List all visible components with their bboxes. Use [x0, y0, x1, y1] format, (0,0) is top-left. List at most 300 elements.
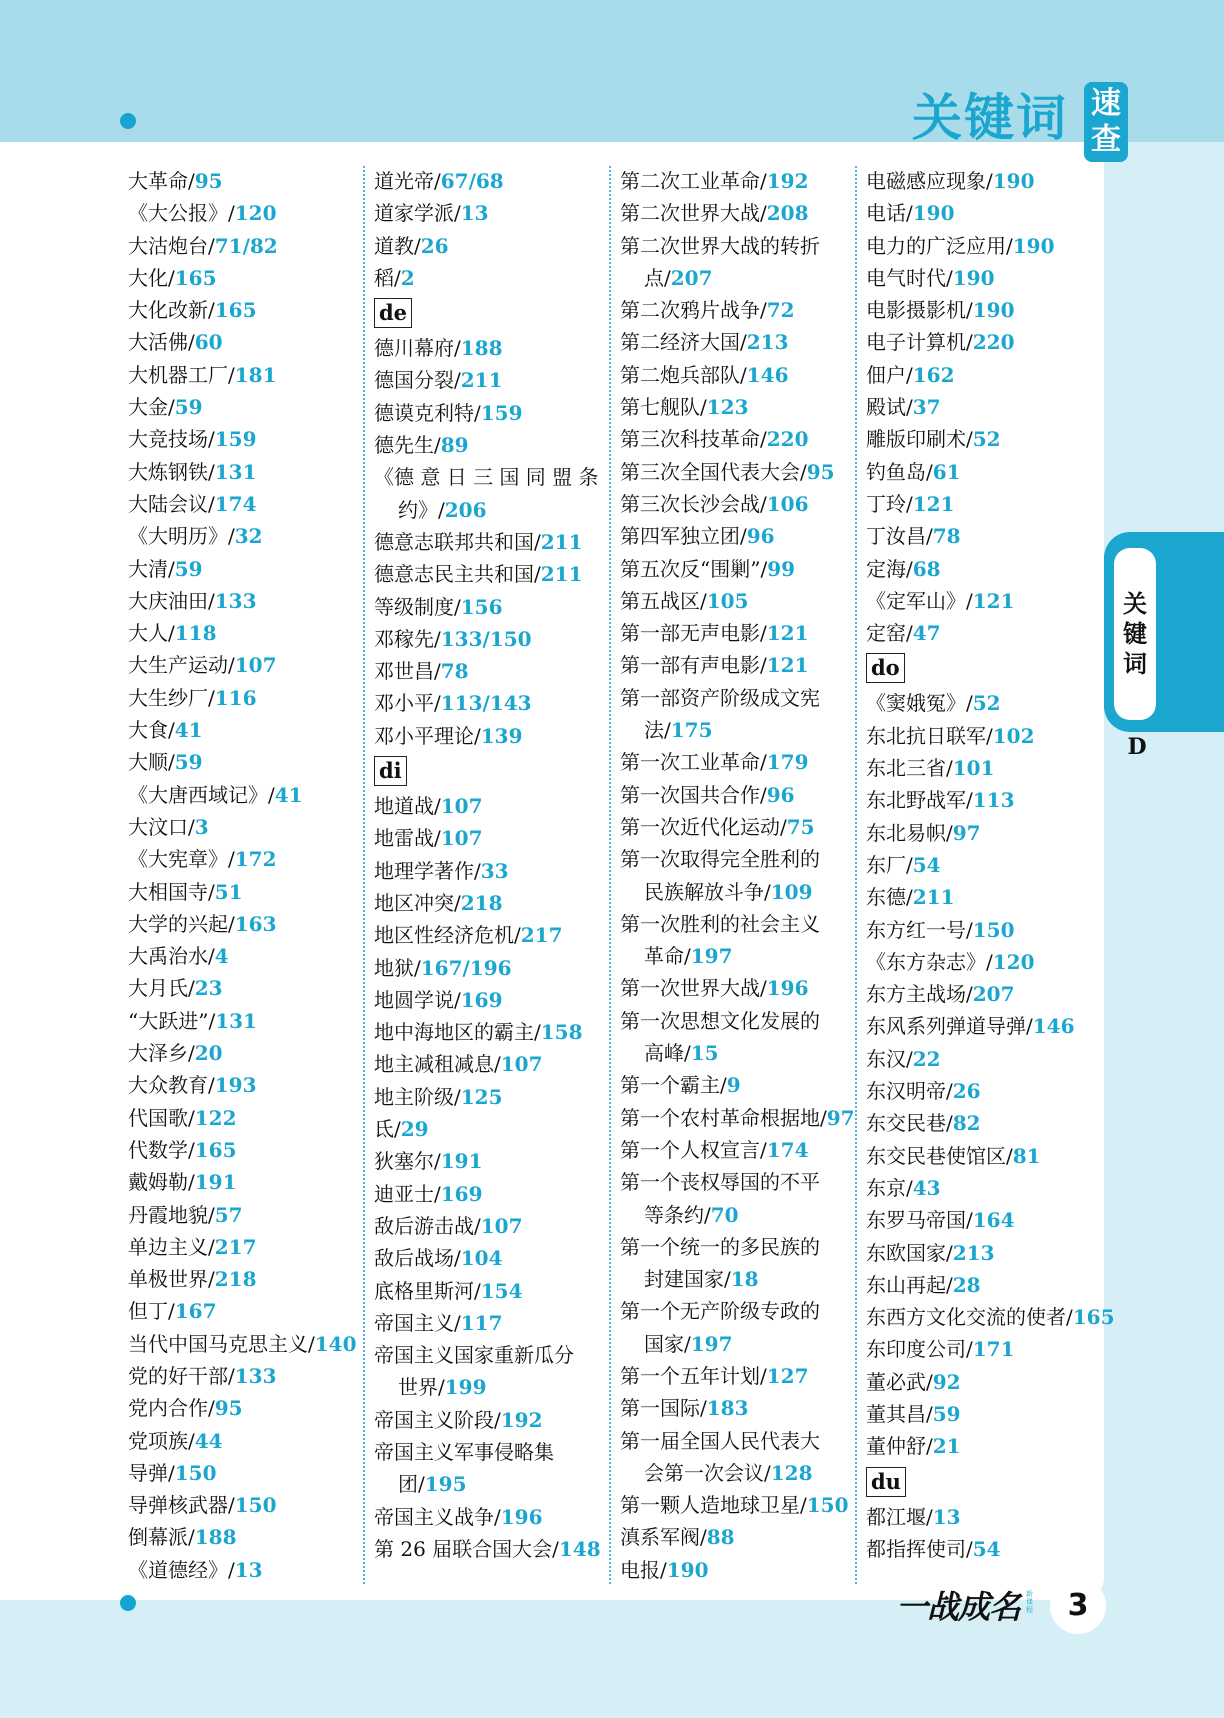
- index-entry[interactable]: [128, 553, 372, 585]
- page-reference[interactable]: 117: [460, 1310, 503, 1335]
- page-reference[interactable]: 52: [972, 691, 1001, 716]
- index-entry[interactable]: [374, 1275, 618, 1307]
- index-entry[interactable]: [128, 1425, 372, 1457]
- index-entry[interactable]: [374, 165, 618, 197]
- index-entry[interactable]: [128, 1554, 372, 1586]
- index-entry[interactable]: [620, 1037, 864, 1069]
- index-entry[interactable]: [866, 1533, 1110, 1565]
- page-reference[interactable]: 70: [710, 1202, 739, 1227]
- index-entry[interactable]: [866, 978, 1110, 1010]
- index-entry[interactable]: [128, 326, 372, 358]
- index-entry[interactable]: [128, 714, 372, 746]
- index-entry[interactable]: [866, 720, 1110, 752]
- page-reference[interactable]: 99: [767, 556, 796, 581]
- index-entry[interactable]: [620, 1069, 864, 1101]
- index-entry[interactable]: [374, 1113, 618, 1145]
- index-entry[interactable]: [128, 520, 372, 552]
- page-reference[interactable]: 101: [952, 756, 995, 781]
- page-reference[interactable]: 41: [274, 782, 303, 807]
- index-entry[interactable]: [620, 617, 864, 649]
- index-entry[interactable]: [866, 881, 1110, 913]
- page-reference[interactable]: 4: [214, 944, 229, 969]
- page-reference[interactable]: 68: [912, 556, 941, 581]
- index-entry[interactable]: [128, 940, 372, 972]
- page-reference[interactable]: 199: [444, 1375, 487, 1400]
- page-reference[interactable]: 3: [194, 814, 209, 839]
- page-reference[interactable]: 54: [972, 1536, 1001, 1561]
- page-reference[interactable]: 127: [766, 1363, 809, 1388]
- page-reference[interactable]: 196: [500, 1504, 543, 1529]
- index-entry[interactable]: [374, 397, 618, 429]
- index-entry[interactable]: [620, 940, 864, 972]
- page-reference[interactable]: 207: [670, 265, 713, 290]
- index-entry[interactable]: [620, 714, 864, 746]
- index-entry[interactable]: [374, 1339, 618, 1371]
- index-entry[interactable]: [620, 230, 864, 262]
- page-reference[interactable]: 105: [706, 588, 749, 613]
- page-reference[interactable]: 51: [214, 879, 243, 904]
- page-reference[interactable]: 146: [746, 362, 789, 387]
- index-entry[interactable]: [620, 843, 864, 875]
- index-entry[interactable]: [866, 1398, 1110, 1430]
- page-reference[interactable]: 18: [730, 1267, 759, 1292]
- page-reference[interactable]: 191: [194, 1170, 237, 1195]
- index-entry[interactable]: [620, 262, 864, 294]
- index-entry[interactable]: [374, 1468, 618, 1500]
- index-entry[interactable]: [374, 1371, 618, 1403]
- index-entry[interactable]: [128, 1069, 372, 1101]
- page-reference[interactable]: 220: [972, 330, 1015, 355]
- index-entry[interactable]: [128, 972, 372, 1004]
- index-entry[interactable]: [128, 1231, 372, 1263]
- page-reference[interactable]: 120: [992, 949, 1035, 974]
- page-reference[interactable]: 165: [214, 298, 257, 323]
- page-reference[interactable]: 26: [420, 233, 449, 258]
- index-entry[interactable]: [128, 359, 372, 391]
- page-reference[interactable]: 81: [1012, 1143, 1041, 1168]
- page-reference[interactable]: 102: [992, 723, 1035, 748]
- index-entry[interactable]: [374, 591, 618, 623]
- index-entry[interactable]: [620, 1166, 864, 1198]
- page-reference[interactable]: 190: [952, 265, 995, 290]
- page-reference[interactable]: 192: [766, 169, 809, 193]
- index-entry[interactable]: [128, 1199, 372, 1231]
- index-entry[interactable]: [128, 1392, 372, 1424]
- index-entry[interactable]: [866, 391, 1110, 423]
- index-entry[interactable]: [620, 197, 864, 229]
- index-entry[interactable]: [866, 1269, 1110, 1301]
- page-reference[interactable]: 120: [234, 201, 277, 226]
- page-reference[interactable]: 162: [912, 362, 955, 387]
- page-reference[interactable]: 190: [912, 201, 955, 226]
- page-reference[interactable]: 188: [194, 1525, 237, 1550]
- page-reference[interactable]: 47: [912, 621, 941, 646]
- index-entry[interactable]: [374, 822, 618, 854]
- index-entry[interactable]: [374, 364, 618, 396]
- index-entry[interactable]: [866, 359, 1110, 391]
- index-entry[interactable]: [128, 649, 372, 681]
- page-reference[interactable]: 106: [766, 491, 809, 516]
- page-reference[interactable]: 159: [214, 427, 257, 452]
- index-entry[interactable]: [866, 326, 1110, 358]
- page-reference[interactable]: 206: [444, 497, 487, 522]
- page-reference[interactable]: 22: [912, 1046, 941, 1071]
- page-reference[interactable]: 59: [174, 750, 203, 775]
- page-reference[interactable]: 9: [726, 1073, 741, 1098]
- page-reference[interactable]: 121: [766, 653, 809, 678]
- index-entry[interactable]: [866, 197, 1110, 229]
- index-entry[interactable]: [620, 456, 864, 488]
- page-reference[interactable]: 21: [932, 1434, 961, 1459]
- index-entry[interactable]: [374, 1533, 618, 1565]
- page-reference[interactable]: 213: [746, 330, 789, 355]
- index-entry[interactable]: [128, 488, 372, 520]
- index-entry[interactable]: [620, 326, 864, 358]
- page-reference[interactable]: 159: [480, 400, 523, 425]
- index-entry[interactable]: [128, 1005, 372, 1037]
- index-entry[interactable]: [866, 817, 1110, 849]
- index-entry[interactable]: [374, 1307, 618, 1339]
- page-reference[interactable]: 33: [480, 858, 509, 883]
- index-entry[interactable]: [866, 1140, 1110, 1172]
- page-reference[interactable]: 169: [440, 1181, 483, 1206]
- index-entry[interactable]: [128, 391, 372, 423]
- index-entry[interactable]: [128, 585, 372, 617]
- page-reference[interactable]: 95: [214, 1396, 243, 1421]
- index-entry[interactable]: [620, 1554, 864, 1586]
- index-entry[interactable]: [866, 687, 1110, 719]
- page-reference[interactable]: 148: [558, 1536, 601, 1561]
- page-reference[interactable]: 133/150: [440, 626, 532, 651]
- index-entry[interactable]: [128, 456, 372, 488]
- page-reference[interactable]: 107: [440, 826, 483, 851]
- page-reference[interactable]: 78: [932, 524, 961, 549]
- page-reference[interactable]: 174: [766, 1137, 809, 1162]
- index-entry[interactable]: [866, 1301, 1115, 1333]
- page-reference[interactable]: 37: [912, 395, 941, 420]
- index-entry[interactable]: [620, 1263, 864, 1295]
- page-reference[interactable]: 13: [234, 1557, 263, 1582]
- index-entry[interactable]: [866, 1010, 1110, 1042]
- index-entry[interactable]: [374, 558, 618, 590]
- page-reference[interactable]: 122: [194, 1105, 237, 1130]
- page-reference[interactable]: 167: [174, 1299, 217, 1324]
- index-entry[interactable]: [866, 1430, 1110, 1462]
- page-reference[interactable]: 75: [786, 814, 815, 839]
- index-entry[interactable]: [128, 617, 372, 649]
- index-entry[interactable]: [620, 1360, 864, 1392]
- index-entry[interactable]: [620, 1457, 864, 1489]
- page-reference[interactable]: 121: [972, 588, 1015, 613]
- index-entry[interactable]: [374, 429, 618, 461]
- page-reference[interactable]: 26: [952, 1079, 981, 1104]
- index-entry[interactable]: [374, 887, 618, 919]
- page-reference[interactable]: 171: [972, 1337, 1015, 1362]
- page-reference[interactable]: 193: [214, 1073, 257, 1098]
- index-entry[interactable]: [620, 585, 864, 617]
- index-entry[interactable]: [620, 1295, 864, 1327]
- page-reference[interactable]: 107: [234, 653, 277, 678]
- index-entry[interactable]: [620, 1392, 864, 1424]
- index-entry[interactable]: [128, 165, 372, 197]
- page-reference[interactable]: 113: [972, 788, 1015, 813]
- page-reference[interactable]: 169: [460, 987, 503, 1012]
- index-entry[interactable]: [374, 1048, 618, 1080]
- page-reference[interactable]: 197: [690, 944, 733, 969]
- page-reference[interactable]: 41: [174, 718, 203, 743]
- index-entry[interactable]: [620, 876, 864, 908]
- index-entry[interactable]: [620, 165, 864, 197]
- index-entry[interactable]: [374, 1404, 618, 1436]
- page-reference[interactable]: 15: [690, 1041, 719, 1066]
- index-entry[interactable]: [374, 790, 618, 822]
- index-entry[interactable]: [866, 165, 1110, 197]
- index-entry[interactable]: [128, 1360, 372, 1392]
- page-reference[interactable]: 164: [972, 1208, 1015, 1233]
- index-entry[interactable]: [374, 1436, 618, 1468]
- index-entry[interactable]: [374, 1210, 618, 1242]
- page-reference[interactable]: 197: [690, 1331, 733, 1356]
- index-entry[interactable]: [128, 1489, 372, 1521]
- page-reference[interactable]: 59: [174, 395, 203, 420]
- page-reference[interactable]: 150: [174, 1460, 217, 1485]
- index-entry[interactable]: [128, 746, 372, 778]
- index-entry[interactable]: [128, 843, 372, 875]
- page-reference[interactable]: 59: [932, 1401, 961, 1426]
- page-reference[interactable]: 133: [214, 588, 257, 613]
- page-reference[interactable]: 13: [460, 201, 489, 226]
- index-entry[interactable]: [374, 1242, 618, 1274]
- page-reference[interactable]: 92: [932, 1369, 961, 1394]
- index-entry[interactable]: [620, 779, 864, 811]
- page-reference[interactable]: 131: [214, 459, 257, 484]
- page-reference[interactable]: 190: [992, 169, 1035, 193]
- index-entry[interactable]: [128, 1166, 372, 1198]
- page-reference[interactable]: 104: [460, 1246, 503, 1271]
- index-entry[interactable]: [374, 623, 618, 655]
- index-entry[interactable]: [374, 526, 618, 558]
- page-reference[interactable]: 28: [952, 1272, 981, 1297]
- index-entry[interactable]: [620, 1102, 864, 1134]
- page-reference[interactable]: 96: [746, 524, 775, 549]
- index-entry[interactable]: [866, 1075, 1110, 1107]
- page-reference[interactable]: 107: [480, 1213, 523, 1238]
- page-reference[interactable]: 118: [174, 621, 217, 646]
- page-reference[interactable]: 150: [972, 917, 1015, 942]
- page-reference[interactable]: 121: [766, 621, 809, 646]
- page-reference[interactable]: 95: [194, 169, 223, 193]
- page-reference[interactable]: 121: [912, 491, 955, 516]
- index-entry[interactable]: [374, 1016, 618, 1048]
- page-reference[interactable]: 172: [234, 847, 277, 872]
- index-entry[interactable]: [620, 294, 864, 326]
- index-entry[interactable]: [620, 811, 864, 843]
- page-reference[interactable]: 220: [766, 427, 809, 452]
- index-entry[interactable]: [128, 294, 372, 326]
- index-entry[interactable]: [374, 655, 618, 687]
- index-entry[interactable]: [374, 461, 618, 493]
- page-reference[interactable]: 59: [174, 556, 203, 581]
- index-entry[interactable]: [128, 1457, 372, 1489]
- index-entry[interactable]: [866, 1107, 1110, 1139]
- page-reference[interactable]: 125: [460, 1084, 503, 1109]
- index-entry[interactable]: [620, 1231, 864, 1263]
- page-reference[interactable]: 179: [766, 750, 809, 775]
- index-entry[interactable]: [128, 197, 372, 229]
- index-entry[interactable]: [866, 423, 1110, 455]
- index-entry[interactable]: [620, 1199, 864, 1231]
- page-reference[interactable]: 208: [766, 201, 809, 226]
- page-reference[interactable]: 123: [706, 395, 749, 420]
- index-entry[interactable]: [374, 332, 618, 364]
- index-entry[interactable]: [620, 746, 864, 778]
- page-reference[interactable]: 217: [214, 1234, 257, 1259]
- page-reference[interactable]: 146: [1032, 1014, 1075, 1039]
- page-reference[interactable]: 32: [234, 524, 263, 549]
- page-reference[interactable]: 107: [500, 1052, 543, 1077]
- index-entry[interactable]: [128, 1037, 372, 1069]
- page-reference[interactable]: 207: [972, 982, 1015, 1007]
- page-reference[interactable]: 192: [500, 1407, 543, 1432]
- index-entry[interactable]: [374, 494, 618, 526]
- index-entry[interactable]: [866, 914, 1110, 946]
- index-entry[interactable]: [374, 1081, 618, 1113]
- index-entry[interactable]: [374, 919, 618, 951]
- side-tab-keyword[interactable]: [1114, 548, 1156, 720]
- page-reference[interactable]: 89: [440, 433, 469, 458]
- page-reference[interactable]: 54: [912, 852, 941, 877]
- page-reference[interactable]: 195: [424, 1472, 467, 1497]
- page-reference[interactable]: 44: [194, 1428, 223, 1453]
- index-entry[interactable]: [128, 230, 372, 262]
- page-reference[interactable]: 20: [194, 1041, 223, 1066]
- page-reference[interactable]: 174: [214, 491, 257, 516]
- index-entry[interactable]: [128, 908, 372, 940]
- page-reference[interactable]: 181: [234, 362, 277, 387]
- index-entry[interactable]: [866, 617, 1110, 649]
- page-reference[interactable]: 190: [666, 1557, 709, 1582]
- page-reference[interactable]: 188: [460, 336, 503, 361]
- index-entry[interactable]: [866, 488, 1110, 520]
- page-reference[interactable]: 183: [706, 1396, 749, 1421]
- index-entry[interactable]: [128, 423, 372, 455]
- index-entry[interactable]: [866, 456, 1110, 488]
- index-entry[interactable]: [866, 230, 1110, 262]
- page-reference[interactable]: 131: [215, 1008, 257, 1033]
- page-reference[interactable]: 97: [826, 1105, 855, 1130]
- page-reference[interactable]: 211: [460, 368, 503, 393]
- index-entry[interactable]: [620, 423, 864, 455]
- page-reference[interactable]: 107: [440, 794, 483, 819]
- index-entry[interactable]: [374, 197, 618, 229]
- page-reference[interactable]: 61: [932, 459, 961, 484]
- index-entry[interactable]: [866, 553, 1110, 585]
- page-reference[interactable]: 96: [766, 782, 795, 807]
- page-reference[interactable]: 165: [194, 1137, 237, 1162]
- index-entry[interactable]: [128, 1134, 372, 1166]
- index-entry[interactable]: [374, 1501, 618, 1533]
- page-reference[interactable]: 165: [174, 265, 217, 290]
- page-reference[interactable]: 218: [214, 1267, 257, 1292]
- index-entry[interactable]: [128, 1295, 372, 1327]
- index-entry[interactable]: [866, 520, 1110, 552]
- page-reference[interactable]: 165: [1072, 1305, 1115, 1330]
- page-reference[interactable]: 97: [952, 820, 981, 845]
- page-reference[interactable]: 72: [766, 298, 795, 323]
- page-reference[interactable]: 213: [952, 1240, 995, 1265]
- page-reference[interactable]: 109: [770, 879, 813, 904]
- index-entry[interactable]: [866, 1204, 1110, 1236]
- page-reference[interactable]: 71/82: [214, 233, 278, 258]
- index-entry[interactable]: [374, 1178, 618, 1210]
- page-reference[interactable]: 211: [912, 885, 955, 910]
- index-entry[interactable]: [128, 1328, 372, 1360]
- page-reference[interactable]: 128: [770, 1460, 813, 1485]
- index-entry[interactable]: [128, 682, 372, 714]
- page-reference[interactable]: 23: [194, 976, 223, 1001]
- index-entry[interactable]: [374, 984, 618, 1016]
- index-entry[interactable]: [866, 294, 1110, 326]
- page-reference[interactable]: 218: [460, 890, 503, 915]
- page-reference[interactable]: 158: [540, 1020, 583, 1045]
- index-entry[interactable]: [620, 1328, 864, 1360]
- page-reference[interactable]: 82: [952, 1111, 981, 1136]
- page-reference[interactable]: 211: [540, 562, 583, 587]
- page-reference[interactable]: 163: [234, 911, 277, 936]
- index-entry[interactable]: [128, 1102, 372, 1134]
- page-reference[interactable]: 43: [912, 1175, 941, 1200]
- index-entry[interactable]: [128, 262, 372, 294]
- index-entry[interactable]: [620, 1521, 864, 1553]
- index-entry[interactable]: [866, 946, 1110, 978]
- page-reference[interactable]: 190: [1012, 233, 1055, 258]
- page-reference[interactable]: 13: [932, 1504, 961, 1529]
- page-reference[interactable]: 139: [480, 723, 523, 748]
- index-entry[interactable]: [620, 359, 864, 391]
- index-entry[interactable]: [866, 1333, 1110, 1365]
- index-entry[interactable]: [866, 1172, 1110, 1204]
- index-entry[interactable]: [620, 682, 864, 714]
- index-entry[interactable]: [620, 1425, 864, 1457]
- index-entry[interactable]: [620, 520, 864, 552]
- page-reference[interactable]: 150: [806, 1493, 849, 1518]
- index-entry[interactable]: [128, 1263, 372, 1295]
- index-entry[interactable]: [374, 262, 618, 294]
- page-reference[interactable]: 156: [460, 594, 503, 619]
- index-entry[interactable]: [620, 488, 864, 520]
- page-reference[interactable]: 116: [214, 685, 257, 710]
- page-reference[interactable]: 60: [194, 330, 223, 355]
- page-reference[interactable]: 29: [400, 1117, 429, 1142]
- page-reference[interactable]: 140: [314, 1331, 357, 1356]
- index-entry[interactable]: [128, 779, 372, 811]
- index-entry[interactable]: [866, 585, 1110, 617]
- page-reference[interactable]: 57: [214, 1202, 243, 1227]
- page-reference[interactable]: 95: [806, 459, 835, 484]
- page-reference[interactable]: 150: [234, 1493, 277, 1518]
- index-entry[interactable]: [620, 553, 864, 585]
- index-entry[interactable]: [866, 1043, 1110, 1075]
- index-entry[interactable]: [620, 391, 864, 423]
- index-entry[interactable]: [866, 1501, 1110, 1533]
- page-reference[interactable]: 167/196: [420, 955, 512, 980]
- page-reference[interactable]: 88: [706, 1525, 735, 1550]
- page-reference[interactable]: 113/143: [440, 691, 532, 716]
- page-reference[interactable]: 2: [400, 265, 415, 290]
- page-reference[interactable]: 191: [440, 1149, 483, 1174]
- index-entry[interactable]: [374, 1145, 618, 1177]
- index-entry[interactable]: [374, 230, 618, 262]
